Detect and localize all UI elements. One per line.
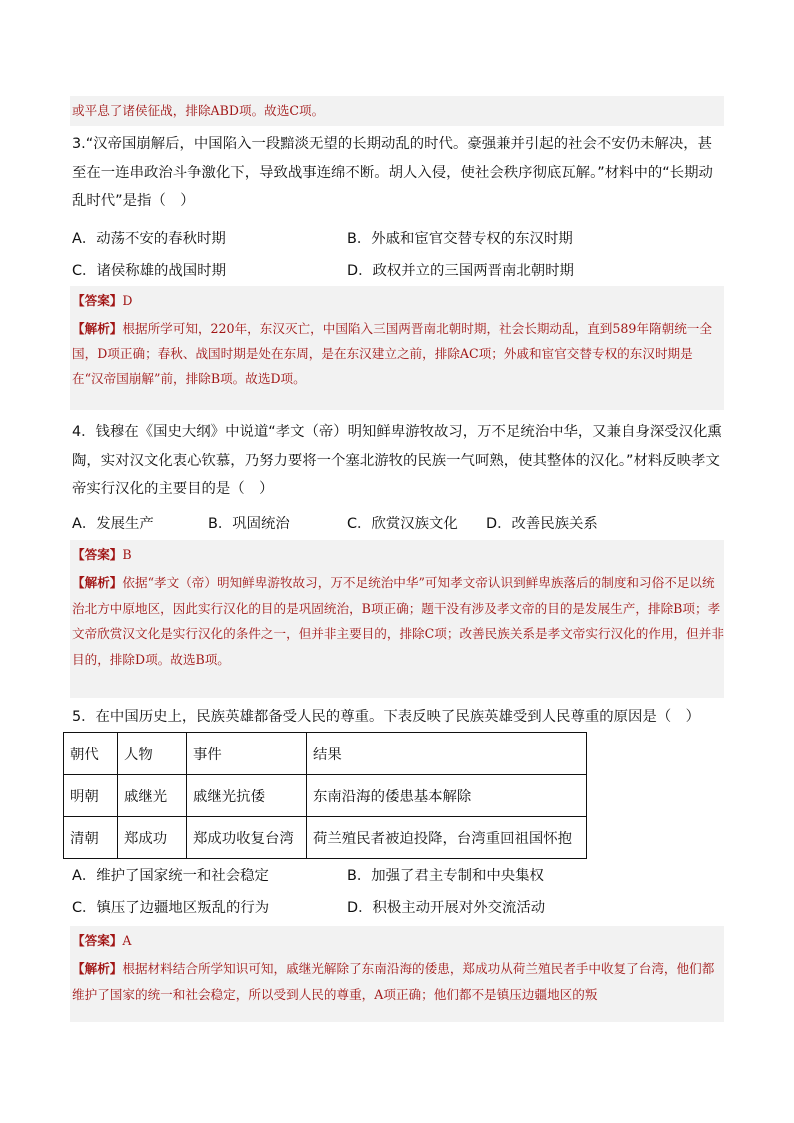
answer-letter: A [122, 933, 132, 948]
question-3-stem: 3.“汉帝国崩解后，中国陷入一段黯淡无望的长期动乱的时代。豪强兼并引起的社会不安仍未解决，甚至在一连串政治斗争激化下，导致战事连绵不断。胡人入侵，使社会秩序彻底瓦解。”材料中的“长期动乱时代”是指（ ） [72, 136, 713, 209]
question-5-analysis [70, 953, 724, 1007]
question-3-analysis [70, 313, 724, 391]
table-cell: 明朝 [64, 775, 118, 817]
question-5-stem: 5．在中国历史上，民族英雄都备受人民的尊重。下表反映了民族英雄受到人民尊重的原因是（ ） [72, 709, 700, 725]
question-4-answer [70, 540, 724, 567]
table-cell: 东南沿海的倭患基本解除 [307, 775, 587, 817]
question-4-option-c: C．欣赏汉族文化 [347, 516, 458, 532]
question-5-option-b: B．加强了君主专制和中央集权 [347, 868, 544, 884]
table-header-cell: 结果 [307, 733, 587, 775]
table-header-cell: 事件 [187, 733, 307, 775]
question-5-option-d: D．积极主动开展对外交流活动 [347, 900, 546, 916]
question-5-option-c: C．镇压了边疆地区叛乱的行为 [72, 900, 270, 916]
table-cell: 戚继光 [118, 775, 187, 817]
question-3-option-b: B．外戚和宦官交替专权的东汉时期 [347, 231, 573, 247]
question-4-answer-block [70, 540, 724, 698]
previous-analysis-block [70, 96, 724, 126]
answer-tag: 【答案】 [72, 293, 123, 308]
question-3-option-a: A．动荡不安的春秋时期 [72, 231, 226, 247]
table-header-row [64, 733, 587, 775]
question-4-option-b: B．巩固统治 [208, 516, 290, 532]
question-5-answer [70, 926, 724, 953]
table-cell: 郑成功 [118, 817, 187, 859]
question-3-option-d: D．政权并立的三国两晋南北朝时期 [347, 263, 574, 279]
analysis-text: 依据“孝文（帝）明知鲜卑游牧故习，万不足统治中华”可知孝文帝认识到鲜卑族落后的制度和习俗不足以统治北方中原地区，因此实行汉化的目的是巩固统治，B项正确；题干没有涉及孝文帝的目的是发展生产，排除B项；孝文帝欣赏汉文化是实行汉化的条件之一，但并非主要目的，排除C项；改善民族关系是孝文帝实行汉化的作用，但并非目的，排除D项。故选B项。 [72, 575, 724, 667]
previous-analysis-text: 或平息了诸侯征战，排除ABD项。故选C项。 [72, 103, 325, 118]
answer-tag: 【答案】 [72, 547, 123, 562]
question-3-answer-block [70, 286, 724, 410]
analysis-tag: 【解析】 [72, 575, 123, 590]
table-cell: 荷兰殖民者被迫投降，台湾重回祖国怀抱 [307, 817, 587, 859]
table-header-cell: 人物 [118, 733, 187, 775]
question-4-option-a: A．发展生产 [72, 516, 154, 532]
answer-letter: B [122, 547, 132, 562]
question-5-table [63, 732, 587, 859]
table-cell: 戚继光抗倭 [187, 775, 307, 817]
question-3-option-c: C．诸侯称雄的战国时期 [72, 263, 226, 279]
analysis-tag: 【解析】 [72, 321, 123, 336]
table-cell: 清朝 [64, 817, 118, 859]
table-row [64, 775, 587, 817]
question-3-answer [70, 286, 724, 313]
analysis-text: 根据所学可知，220年，东汉灭亡，中国陷入三国两晋南北朝时期，社会长期动乱，直到589年隋朝统一全国，D项正确；春秋、战国时期是处在东周，是在东汉建立之前，排除AC项；外戚和宦官交替专权的东汉时期是在“汉帝国崩解”前，排除B项。故选D项。 [72, 321, 712, 386]
analysis-tag: 【解析】 [72, 961, 123, 976]
table-cell: 郑成功收复台湾 [187, 817, 307, 859]
question-4-option-d: D．改善民族关系 [486, 516, 598, 532]
question-5-answer-block [70, 926, 724, 1022]
table-header-cell: 朝代 [64, 733, 118, 775]
answer-tag: 【答案】 [72, 933, 123, 948]
question-4-analysis [70, 567, 724, 672]
question-4-stem: 4．钱穆在《国史大纲》中说道“孝文（帝）明知鲜卑游牧故习，万不足统治中华，又兼自身深受汉化熏陶，实对汉文化衷心钦慕，乃努力要将一个塞北游牧的民族一气呵熟，使其整体的汉化。”材料反映孝文帝实行汉化的主要目的是（ ） [72, 424, 722, 497]
analysis-text: 根据材料结合所学知识可知，戚继光解除了东南沿海的倭患，郑成功从荷兰殖民者手中收复了台湾，他们都维护了国家的统一和社会稳定，所以受到人民的尊重，A项正确；他们都不是镇压边疆地区的叛 [72, 961, 715, 1002]
table-row [64, 817, 587, 859]
question-5-option-a: A．维护了国家统一和社会稳定 [72, 868, 269, 884]
answer-letter: D [122, 293, 133, 308]
